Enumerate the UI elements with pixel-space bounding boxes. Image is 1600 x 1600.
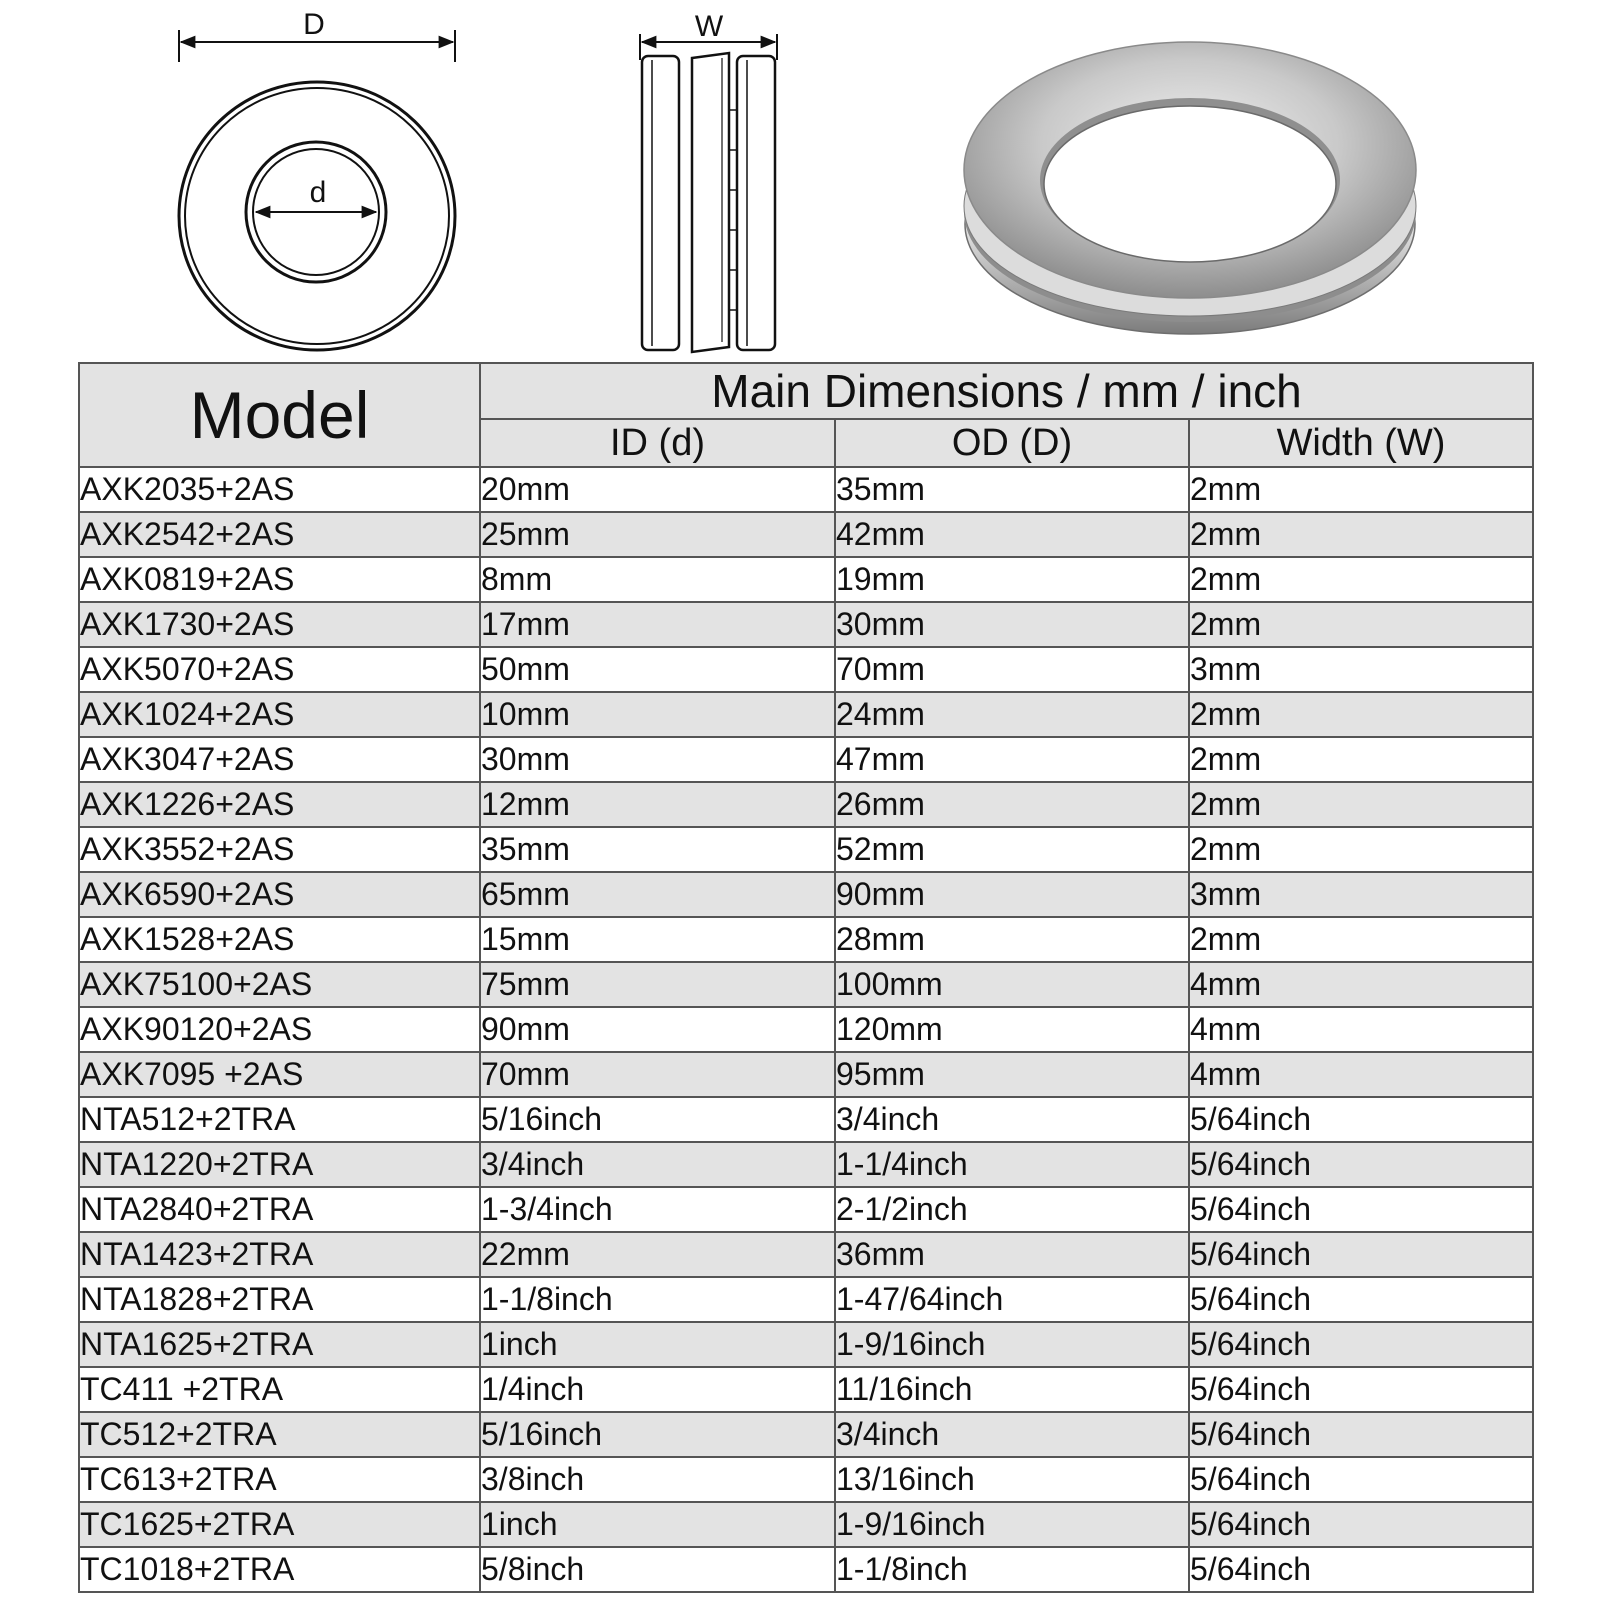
od-cell: 47mm	[835, 737, 1189, 782]
width-cell: 2mm	[1189, 692, 1533, 737]
width-cell: 5/64inch	[1189, 1367, 1533, 1412]
width-cell: 2mm	[1189, 512, 1533, 557]
width-cell: 5/64inch	[1189, 1187, 1533, 1232]
side-view-drawing	[640, 10, 777, 352]
id-cell: 3/8inch	[480, 1457, 835, 1502]
table-row	[79, 1232, 1533, 1277]
table-row	[79, 647, 1533, 692]
table-row	[79, 1547, 1533, 1592]
model-cell: AXK7095 +2AS	[79, 1052, 480, 1097]
model-cell: NTA1423+2TRA	[79, 1232, 480, 1277]
model-cell: AXK1226+2AS	[79, 782, 480, 827]
model-cell: AXK75100+2AS	[79, 962, 480, 1007]
model-cell: TC1625+2TRA	[79, 1502, 480, 1547]
model-cell: NTA512+2TRA	[79, 1097, 480, 1142]
id-cell: 10mm	[480, 692, 835, 737]
table-row	[79, 1502, 1533, 1547]
table-row	[79, 1367, 1533, 1412]
model-cell: TC1018+2TRA	[79, 1547, 480, 1592]
id-cell: 8mm	[480, 557, 835, 602]
table-row	[79, 962, 1533, 1007]
width-column-header: Width (W)	[1189, 419, 1533, 467]
width-cell: 3mm	[1189, 872, 1533, 917]
od-cell: 52mm	[835, 827, 1189, 872]
table-row	[79, 1052, 1533, 1097]
od-cell: 11/16inch	[835, 1367, 1189, 1412]
id-cell: 30mm	[480, 737, 835, 782]
inner-diameter-label: d	[309, 176, 327, 209]
id-cell: 1inch	[480, 1322, 835, 1367]
id-cell: 65mm	[480, 872, 835, 917]
width-cell: 4mm	[1189, 1052, 1533, 1097]
table-row	[79, 737, 1533, 782]
id-cell: 70mm	[480, 1052, 835, 1097]
model-cell: NTA1828+2TRA	[79, 1277, 480, 1322]
id-cell: 1-1/8inch	[480, 1277, 835, 1322]
id-cell: 17mm	[480, 602, 835, 647]
model-column-header: Model	[79, 363, 480, 467]
width-cell: 5/64inch	[1189, 1412, 1533, 1457]
od-cell: 36mm	[835, 1232, 1189, 1277]
model-cell: AXK90120+2AS	[79, 1007, 480, 1052]
id-cell: 25mm	[480, 512, 835, 557]
width-cell: 2mm	[1189, 827, 1533, 872]
table-row	[79, 557, 1533, 602]
bearing-product-illustration	[964, 42, 1416, 334]
od-cell: 2-1/2inch	[835, 1187, 1189, 1232]
od-cell: 35mm	[835, 467, 1189, 512]
model-cell: TC613+2TRA	[79, 1457, 480, 1502]
id-cell: 35mm	[480, 827, 835, 872]
od-cell: 26mm	[835, 782, 1189, 827]
model-cell: NTA1220+2TRA	[79, 1142, 480, 1187]
width-cell: 5/64inch	[1189, 1232, 1533, 1277]
table-row	[79, 1322, 1533, 1367]
width-cell: 5/64inch	[1189, 1322, 1533, 1367]
od-cell: 90mm	[835, 872, 1189, 917]
od-cell: 24mm	[835, 692, 1189, 737]
model-cell: AXK3552+2AS	[79, 827, 480, 872]
width-cell: 2mm	[1189, 737, 1533, 782]
table-row	[79, 1187, 1533, 1232]
table-row	[79, 1007, 1533, 1052]
id-cell: 5/8inch	[480, 1547, 835, 1592]
od-cell: 95mm	[835, 1052, 1189, 1097]
main-dimensions-header: Main Dimensions / mm / inch	[480, 363, 1533, 419]
outer-diameter-label: D	[303, 8, 325, 41]
id-cell: 1-3/4inch	[480, 1187, 835, 1232]
id-cell: 5/16inch	[480, 1412, 835, 1457]
model-cell: AXK6590+2AS	[79, 872, 480, 917]
width-cell: 2mm	[1189, 917, 1533, 962]
od-cell: 1-1/8inch	[835, 1547, 1189, 1592]
id-cell: 1/4inch	[480, 1367, 835, 1412]
model-cell: AXK2035+2AS	[79, 467, 480, 512]
id-cell: 22mm	[480, 1232, 835, 1277]
table-row	[79, 917, 1533, 962]
bearing-diagrams	[0, 0, 1600, 360]
width-cell: 5/64inch	[1189, 1142, 1533, 1187]
model-cell: NTA2840+2TRA	[79, 1187, 480, 1232]
od-cell: 19mm	[835, 557, 1189, 602]
table-row	[79, 1277, 1533, 1322]
id-cell: 1inch	[480, 1502, 835, 1547]
od-cell: 28mm	[835, 917, 1189, 962]
width-cell: 3mm	[1189, 647, 1533, 692]
table-row	[79, 692, 1533, 737]
table-row	[79, 827, 1533, 872]
width-cell: 5/64inch	[1189, 1547, 1533, 1592]
model-cell: TC411 +2TRA	[79, 1367, 480, 1412]
id-cell: 12mm	[480, 782, 835, 827]
width-cell: 2mm	[1189, 782, 1533, 827]
id-column-header: ID (d)	[480, 419, 835, 467]
model-cell: AXK5070+2AS	[79, 647, 480, 692]
width-cell: 4mm	[1189, 962, 1533, 1007]
width-cell: 5/64inch	[1189, 1277, 1533, 1322]
table-row	[79, 602, 1533, 647]
table-row	[79, 1457, 1533, 1502]
width-cell: 2mm	[1189, 602, 1533, 647]
width-label: W	[694, 10, 724, 43]
width-cell: 2mm	[1189, 557, 1533, 602]
od-cell: 13/16inch	[835, 1457, 1189, 1502]
od-cell: 100mm	[835, 962, 1189, 1007]
od-cell: 1-47/64inch	[835, 1277, 1189, 1322]
width-cell: 5/64inch	[1189, 1457, 1533, 1502]
table-row	[79, 467, 1533, 512]
id-cell: 5/16inch	[480, 1097, 835, 1142]
model-cell: AXK1730+2AS	[79, 602, 480, 647]
width-cell: 4mm	[1189, 1007, 1533, 1052]
id-cell: 20mm	[480, 467, 835, 512]
od-cell: 3/4inch	[835, 1412, 1189, 1457]
model-cell: AXK1024+2AS	[79, 692, 480, 737]
table-row	[79, 1097, 1533, 1142]
front-view-drawing	[179, 8, 455, 350]
od-cell: 120mm	[835, 1007, 1189, 1052]
od-cell: 42mm	[835, 512, 1189, 557]
od-cell: 30mm	[835, 602, 1189, 647]
id-cell: 75mm	[480, 962, 835, 1007]
od-cell: 70mm	[835, 647, 1189, 692]
table-row	[79, 1412, 1533, 1457]
od-cell: 1-9/16inch	[835, 1502, 1189, 1547]
model-cell: TC512+2TRA	[79, 1412, 480, 1457]
model-cell: AXK1528+2AS	[79, 917, 480, 962]
table-row	[79, 512, 1533, 557]
model-cell: NTA1625+2TRA	[79, 1322, 480, 1367]
width-cell: 2mm	[1189, 467, 1533, 512]
table-row	[79, 1142, 1533, 1187]
id-cell: 90mm	[480, 1007, 835, 1052]
width-cell: 5/64inch	[1189, 1502, 1533, 1547]
table-body	[79, 467, 1533, 1592]
model-cell: AXK2542+2AS	[79, 512, 480, 557]
id-cell: 50mm	[480, 647, 835, 692]
table-row	[79, 782, 1533, 827]
dimensions-table	[78, 362, 1534, 1593]
id-cell: 15mm	[480, 917, 835, 962]
model-cell: AXK3047+2AS	[79, 737, 480, 782]
table-row	[79, 872, 1533, 917]
id-cell: 3/4inch	[480, 1142, 835, 1187]
width-cell: 5/64inch	[1189, 1097, 1533, 1142]
od-column-header: OD (D)	[835, 419, 1189, 467]
od-cell: 3/4inch	[835, 1097, 1189, 1142]
model-cell: AXK0819+2AS	[79, 557, 480, 602]
od-cell: 1-9/16inch	[835, 1322, 1189, 1367]
od-cell: 1-1/4inch	[835, 1142, 1189, 1187]
